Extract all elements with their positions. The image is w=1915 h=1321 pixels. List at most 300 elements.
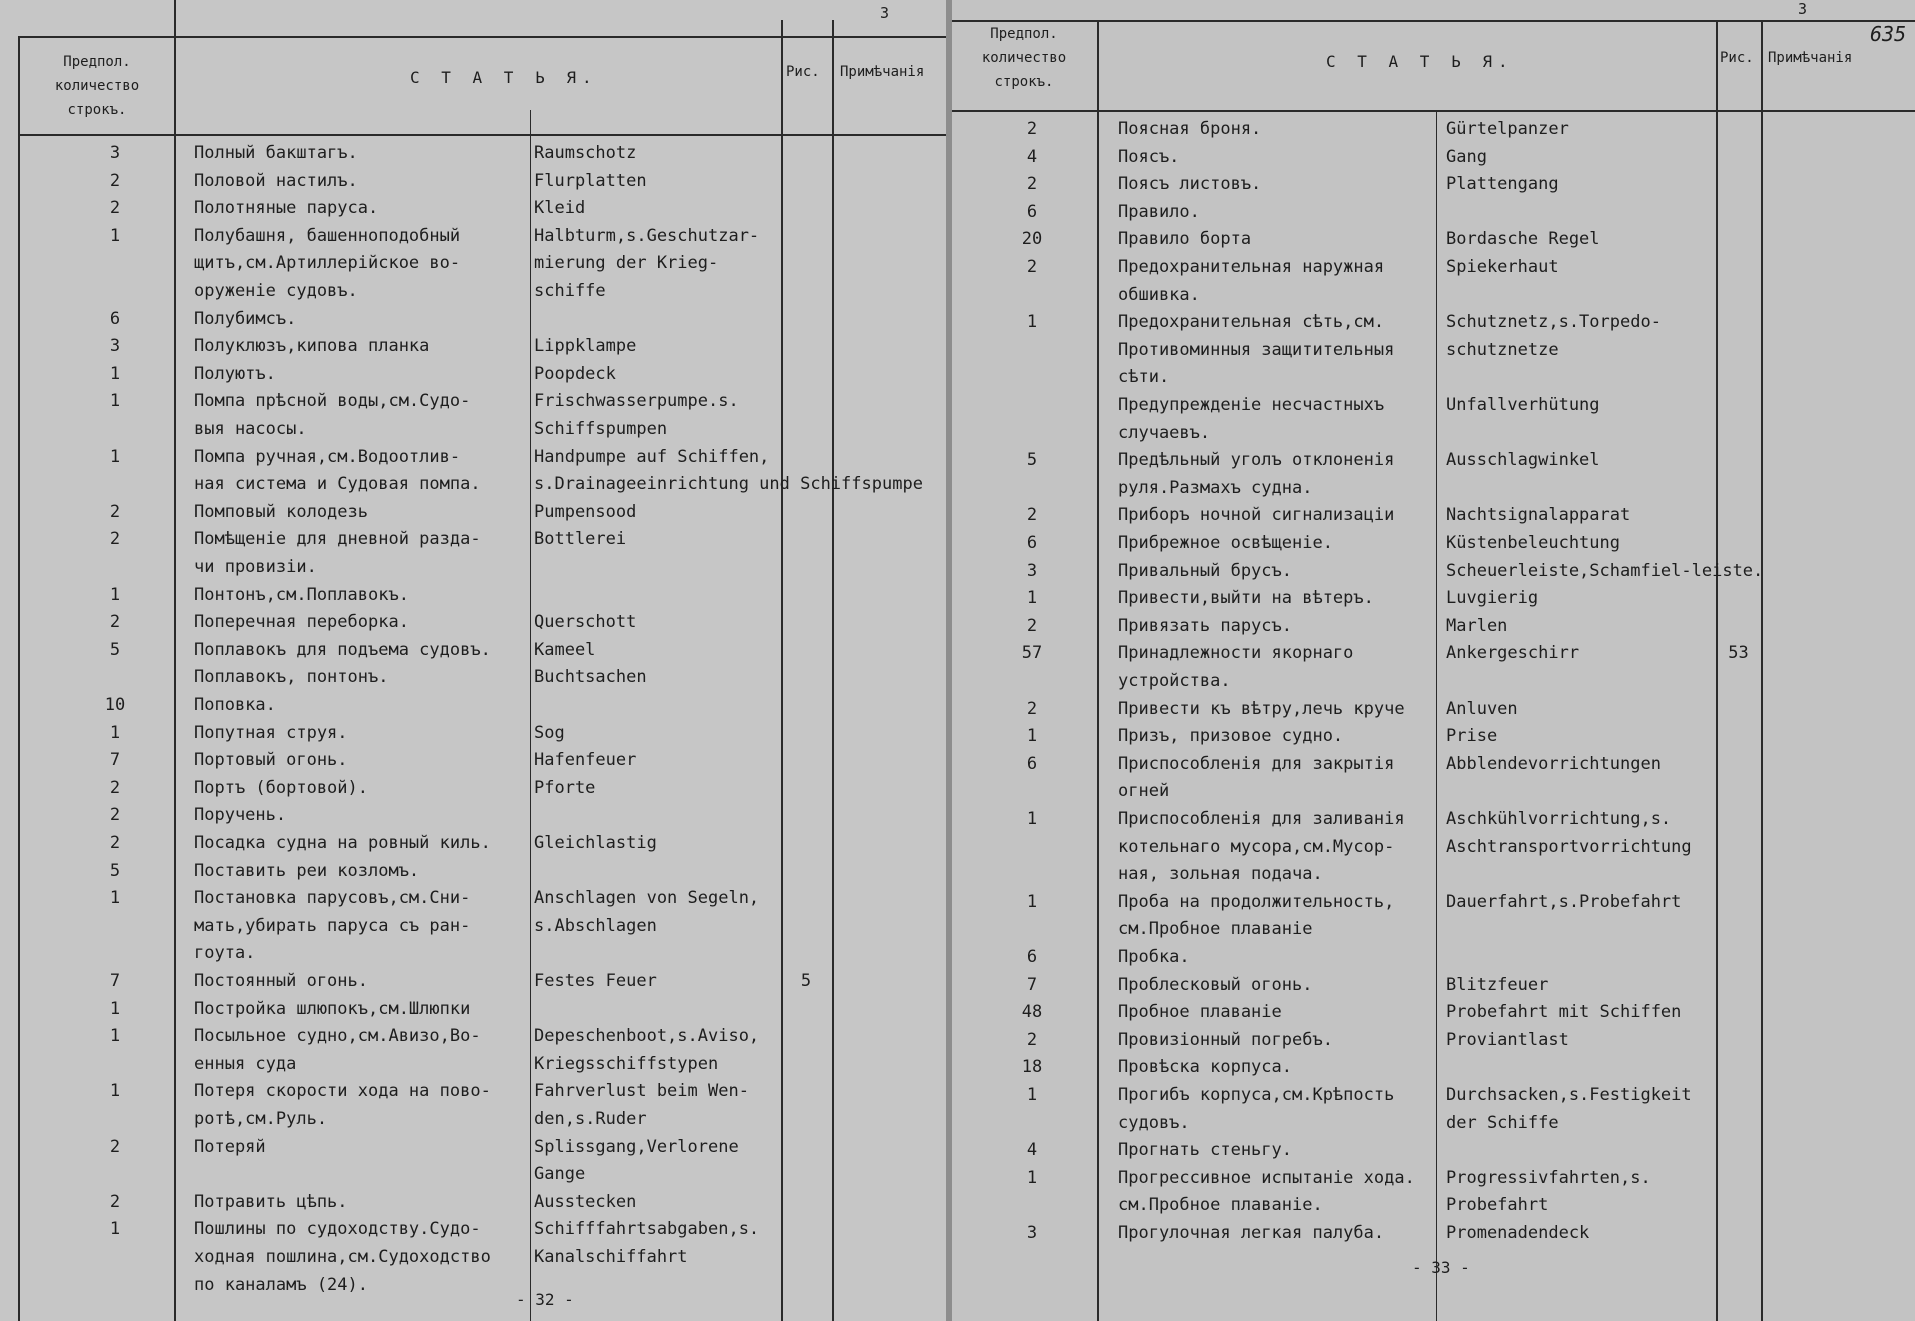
entry-german-term [534,830,657,858]
entry-row [952,447,1915,502]
entry-row [952,1165,1915,1220]
entry-russian-term [194,223,460,306]
entry-german-term [534,1189,636,1217]
entry-russian-line: руля.Размахъ судна. [1118,477,1313,498]
entry-russian-term [1118,999,1282,1027]
entry-german-term [1446,972,1548,1000]
entry-russian-term [1118,1054,1292,1082]
entry-german-line: Abblendevorrichtungen [1446,753,1661,774]
entry-russian-line: устройства. [1118,670,1231,691]
entry-german-line: schutznetze [1446,339,1559,360]
entry-russian-line: Постройка шлюпокъ,см.Шлюпки [194,998,471,1019]
entry-german-term [1446,696,1518,724]
entry-german-line: Prise [1446,726,1498,747]
entry-russian-line: оруженіе судовъ. [194,280,358,301]
entry-german-line: Gang [1446,146,1487,167]
entry-russian-term [194,1023,481,1078]
entry-german-line: Marlen [1446,615,1508,636]
entry-russian-term [1118,558,1292,586]
entry-row [0,830,948,858]
right-page-number-top: 3 [1798,0,1808,18]
entry-row [952,530,1915,558]
entry-russian-line: Полубимсъ. [194,308,297,329]
entry-german-term [1446,1220,1589,1248]
entry-line-count: 1 [1026,312,1038,333]
entry-russian-term [194,996,470,1024]
entry-german-line: Durchsacken,s.Festigkeit [1446,1085,1692,1105]
entry-german-line: Dauerfahrt,s.Probefahrt [1446,891,1682,912]
entry-german-term [1446,1082,1692,1137]
entry-row [952,392,1915,447]
entry-russian-term [194,858,419,886]
entry-german-line: Probefahrt [1446,1195,1549,1216]
entry-german-line: Aschkühlvorrichtung,s. [1446,809,1672,829]
entry-russian-line: Предохранительная наружная [1118,257,1385,277]
entry-russian-term [1118,1165,1415,1220]
entry-russian-term [194,582,409,610]
entry-row [0,1134,948,1189]
entry-row [0,968,948,996]
entry-german-term [534,1078,749,1133]
entry-german-term [1446,116,1569,144]
entry-russian-term [194,637,491,665]
entry-german-term [534,526,626,554]
entry-russian-line: Портовый огонь. [194,750,348,771]
entry-line-count: 4 [1026,146,1038,167]
entry-russian-term [194,830,491,858]
entry-row [952,1027,1915,1055]
entry-russian-line: Прибрежное освѣщеніе. [1118,533,1333,553]
entry-russian-line: Пробка. [1118,947,1190,967]
entry-german-line: den,s.Ruder [534,1108,647,1129]
entry-line-count: 5 [1026,450,1038,471]
entry-line-count: 7 [109,971,121,991]
entry-german-line: Plattengang [1446,174,1559,195]
entry-german-term [1446,613,1507,641]
entry-german-term [1446,1165,1651,1220]
entry-german-line: Frischwasserpumpe.s. [534,391,739,412]
entry-line-count: 1 [1026,588,1038,609]
entry-russian-line: Привальный брусъ. [1118,560,1292,581]
entry-german-line: Schiffspumpen [534,418,668,439]
entry-russian-term [194,968,368,996]
entry-german-term [534,1134,739,1189]
entry-russian-term [1118,944,1190,972]
entry-german-term [534,775,595,803]
entry-russian-line: Помпа прѣсной воды,см.Судо- [194,391,471,412]
entry-row [0,195,948,223]
entry-german-term [1446,530,1620,558]
entry-russian-line: Попутная струя. [194,722,348,743]
entry-russian-line: Проба на продолжительность, [1118,891,1395,912]
entry-german-line: Aschtransportvorrichtung [1446,836,1692,857]
entry-line-count: 4 [1026,1140,1038,1161]
entry-russian-line: Принадлежности якорнаго [1118,643,1354,664]
entry-russian-line: выя насосы. [194,418,307,439]
entry-line-count: 2 [109,777,121,798]
entry-russian-line: Провѣска корпуса. [1118,1057,1292,1078]
entry-german-term [1446,999,1681,1027]
entry-russian-line: Помповый колодезь [194,501,368,522]
entry-german-line: Progressivfahrten,s. [1446,1167,1651,1188]
entry-russian-term [194,195,378,223]
entry-line-count: 1 [109,391,121,412]
entry-german-line: Halbturm,s.Geschutzar- [534,225,760,246]
entry-row [0,802,948,830]
entry-row [952,889,1915,944]
entry-russian-term [1118,199,1200,227]
entry-german-term [1446,254,1559,282]
entry-russian-term [194,664,388,692]
entry-german-term [1446,447,1600,475]
entry-russian-term [194,692,276,720]
entry-row [0,747,948,775]
entry-line-count: 1 [109,225,121,246]
entry-russian-line: чи провизіи. [194,556,317,577]
entry-russian-line: Привести къ вѣтру,лечь круче [1118,698,1405,719]
entry-russian-line: Прогибъ корпуса,см.Крѣпость [1118,1085,1395,1105]
entry-german-line: Anschlagen von Segeln, [534,888,760,909]
entry-row [952,144,1915,172]
left-entries [0,140,948,1295]
entry-german-term [1446,723,1497,751]
entry-row [952,502,1915,530]
entry-row [0,885,948,968]
entry-russian-line: по каналамъ (24). [194,1274,368,1295]
entry-line-count: 1 [109,998,121,1019]
entry-russian-term [194,802,286,830]
entry-german-line: Flurplatten [534,170,647,191]
entry-russian-term [194,333,429,361]
entry-line-count: 2 [1026,174,1038,195]
header-bottom-rule [18,134,948,136]
entry-german-line: Buchtsachen [534,667,647,688]
entry-line-count: 2 [1026,119,1038,139]
entry-german-term [1446,309,1661,364]
entry-russian-term [194,1134,266,1162]
entry-german-line: Nachtsignalapparat [1446,505,1631,526]
entry-russian-term [1118,1220,1384,1248]
entry-russian-term [194,885,470,968]
entry-russian-line: Поперечная переборка. [194,612,409,633]
corner-mark: 635 [1870,22,1907,46]
entry-line-count: 7 [1026,974,1038,995]
left-page-footer: - 32 - [516,1290,574,1309]
entry-german-term [534,223,759,306]
entry-german-line: Gleichlastig [534,833,657,853]
entry-row [0,996,948,1024]
entry-russian-term [194,306,296,334]
entry-russian-term [1118,309,1394,392]
entry-german-line: Ausstecken [534,1191,637,1212]
entry-line-count: 2 [109,198,121,219]
entry-german-term [534,609,636,637]
entry-german-term [534,885,759,940]
entry-german-term [534,388,739,443]
entry-row [952,116,1915,144]
entry-russian-line: щитъ,см.Артиллерійское во- [194,253,461,274]
entry-german-term [534,361,616,389]
entry-german-line: Anluven [1446,698,1518,719]
entry-russian-line: Поплавокъ, понтонъ. [194,667,389,688]
entry-german-line: Proviantlast [1446,1029,1569,1050]
header-article: С Т А Т Ь Я. [410,68,598,87]
entry-russian-line: ная, зольная подача. [1118,864,1323,885]
entry-figure-number: 53 [1728,643,1749,664]
entry-russian-term [1118,502,1394,530]
entry-german-line: Pforte [534,777,596,798]
entry-row [0,168,948,196]
entry-german-line: Splissgang,Verlorene [534,1136,739,1157]
entry-russian-line: Приспособленія для закрытія [1118,753,1395,774]
entry-russian-term [1118,392,1384,447]
entry-russian-term [194,775,368,803]
entry-german-term [534,195,585,223]
entry-row [0,637,948,665]
entry-german-line: Ankergeschirr [1446,643,1580,664]
entry-russian-line: случаевъ. [1118,422,1211,443]
entry-line-count: 1 [1026,1085,1038,1105]
entry-russian-term [194,499,368,527]
entry-russian-line: Посадка судна на ровный киль. [194,833,491,853]
entry-russian-line: Проблесковый огонь. [1118,974,1313,995]
entry-russian-term [1118,226,1251,254]
header-ris: Рис. [1720,50,1754,66]
entry-line-count: 7 [109,750,121,771]
entry-line-count: 5 [109,639,121,660]
header-top-rule [18,36,948,38]
entry-row [0,526,948,581]
entry-german-term [534,664,647,692]
entry-german-term [1446,392,1600,420]
entry-line-count: 2 [1026,1029,1038,1050]
entry-russian-line: Потеряй [194,1136,266,1157]
entry-russian-term [1118,972,1312,1000]
entry-german-line: Scheuerleiste,Schamfiel-leiste. [1446,560,1764,581]
entry-german-line: Spiekerhaut [1446,257,1559,277]
entry-row [952,1082,1915,1137]
entry-german-line: Schifffahrtsabgaben,s. [534,1219,760,1240]
entry-line-count: 57 [1021,643,1043,664]
entry-row [0,692,948,720]
entry-line-count: 1 [109,363,121,384]
entry-german-term [1446,144,1487,172]
entry-russian-line: Полуклюзъ,кипова планка [194,336,430,357]
entry-line-count: 3 [109,143,121,163]
header-note: Примѣчанія [840,64,925,80]
entry-row [952,751,1915,806]
entry-russian-term [1118,171,1261,199]
entry-russian-line: ротѣ,см.Руль. [194,1108,328,1129]
entry-russian-line: ная система и Судовая помпа. [194,474,481,495]
entry-line-count: 3 [1026,1223,1038,1243]
entry-german-line: Bordasche Regel [1446,229,1600,250]
entry-russian-term [1118,1137,1292,1165]
entry-russian-line: Пробное плаваніе [1118,1002,1282,1023]
entry-russian-term [194,1189,348,1217]
entry-russian-line: сѣти. [1118,367,1170,388]
entry-russian-term [194,747,348,775]
entry-russian-line: Предѣльный уголъ отклоненія [1118,450,1395,471]
entry-russian-line: Поручень. [194,805,287,826]
entry-german-line: Kanalschiffahrt [534,1246,688,1267]
entry-german-line: Festes Feuer [534,971,657,991]
entry-line-count: 2 [1026,615,1038,636]
entry-line-count: 3 [109,336,121,357]
entry-russian-line: Правило. [1118,201,1200,222]
entry-figure-number: 5 [800,971,812,991]
entry-row [0,223,948,306]
entry-german-line: Gürtelpanzer [1446,119,1569,139]
entry-row [0,609,948,637]
entry-row [952,806,1915,889]
entry-row [0,720,948,748]
entry-russian-line: Привязать парусъ. [1118,615,1292,636]
entry-russian-term [1118,751,1394,806]
entry-german-line: Probefahrt mit Schiffen [1446,1002,1682,1023]
entry-russian-line: Прогрессивное испытаніе хода. [1118,1167,1415,1188]
entry-row [952,171,1915,199]
entry-line-count: 2 [109,1191,121,1212]
entry-line-count: 1 [109,1219,121,1240]
entry-row [0,582,948,610]
entry-german-line: schiffe [534,280,606,301]
entry-russian-term [194,1216,491,1299]
entry-row [952,309,1915,392]
entry-row [0,1216,948,1299]
entry-russian-term [1118,640,1353,695]
entry-line-count: 3 [1026,560,1038,581]
entry-russian-line: Поясная броня. [1118,119,1262,139]
entry-german-line: Fahrverlust beim Wen- [534,1081,749,1102]
entry-line-count: 2 [1026,698,1038,719]
entry-russian-term [194,526,481,581]
entry-row [952,613,1915,641]
entry-line-count: 20 [1021,229,1043,250]
entry-german-term [534,444,923,499]
entry-german-term [1446,1027,1569,1055]
entry-russian-line: ходная пошлина,см.Судоходство [194,1246,491,1267]
entry-row [952,640,1915,695]
entry-russian-line: Противоминныя защитительныя [1118,339,1395,360]
entry-russian-term [1118,116,1261,144]
entry-russian-line: Приборъ ночной сигнализаціи [1118,505,1395,526]
entry-german-line: Unfallverhütung [1446,395,1600,415]
entry-line-count: 2 [109,805,121,826]
entry-german-line: Hafenfeuer [534,750,637,771]
entry-german-term [1446,585,1538,613]
entry-line-count: 2 [109,501,121,522]
entry-russian-term [194,140,358,168]
entry-row [952,585,1915,613]
entry-russian-line: Понтонъ,см.Поплавокъ. [194,584,409,605]
entry-row [952,972,1915,1000]
entry-german-term [534,747,636,775]
entry-german-line: Blitzfeuer [1446,974,1549,995]
entry-german-line: mierung der Krieg- [534,253,719,274]
entry-russian-line: Потеря скорости хода на пово- [194,1081,491,1102]
entry-line-count: 2 [1026,505,1038,526]
entry-line-count: 1 [109,888,121,909]
entry-russian-term [1118,530,1333,558]
entry-line-count: 2 [109,612,121,633]
entry-line-count: 18 [1021,1057,1043,1078]
entry-line-count: 5 [109,860,121,881]
entry-russian-line: Портъ (бортовой). [194,777,368,798]
right-entries [952,116,1915,1266]
entry-russian-line: Правило борта [1118,229,1252,250]
entry-row [0,1078,948,1133]
entry-row [0,499,948,527]
entry-russian-line: Поплавокъ для подъема судовъ. [194,639,491,660]
header-ris: Рис. [786,64,820,80]
entry-russian-line: Постановка парусовъ,см.Сни- [194,888,471,909]
entry-russian-line: обшивка. [1118,284,1200,305]
entry-russian-term [1118,723,1343,751]
entry-line-count: 1 [109,446,121,467]
entry-german-term [534,333,636,361]
entry-russian-line: енныя суда [194,1053,297,1074]
entry-row [0,775,948,803]
entry-line-count: 2 [109,170,121,191]
header-count: Предпол. количество строкъ. [54,54,140,118]
entry-russian-line: огней [1118,781,1170,802]
entry-russian-line: Поясъ. [1118,146,1180,167]
entry-line-count: 6 [109,308,121,329]
entry-german-line: Poopdeck [534,363,616,384]
entry-russian-line: Пошлины по судоходству.Судо- [194,1219,481,1240]
entry-russian-line: Полный бакштагъ. [194,143,358,163]
entry-russian-line: см.Пробное плаваніе [1118,919,1313,940]
entry-german-line: Depeschenboot,s.Aviso, [534,1026,760,1047]
entry-russian-line: Прогулочная легкая палуба. [1118,1223,1385,1243]
entry-russian-line: Поясъ листовъ. [1118,174,1262,195]
header-count: Предпол. количество строкъ. [981,26,1067,90]
entry-row [0,306,948,334]
entry-german-line: Schutznetz,s.Torpedo- [1446,312,1661,333]
entry-russian-term [1118,585,1374,613]
entry-german-line: der Schiffe [1446,1112,1559,1133]
entry-russian-line: гоута. [194,943,256,964]
entry-german-line: Promenadendeck [1446,1223,1590,1243]
entry-line-count: 6 [1026,753,1038,774]
left-page-number-top: 3 [880,4,890,22]
entry-german-term [534,499,636,527]
entry-russian-line: мать,убирать паруса съ ран- [194,915,471,936]
entry-russian-line: Поставить реи козломъ. [194,860,420,881]
entry-german-term [534,1023,759,1078]
entry-line-count: 2 [109,529,121,550]
entry-german-line: s.Abschlagen [534,915,657,936]
entry-russian-term [1118,144,1179,172]
entry-russian-line: Полуютъ. [194,363,276,384]
entry-russian-term [1118,806,1405,889]
entry-russian-line: Провизіонный погребъ. [1118,1029,1333,1050]
entry-row [0,1023,948,1078]
entry-russian-term [1118,613,1292,641]
entry-russian-line: Полотняные паруса. [194,198,379,219]
entry-russian-line: котельнаго мусора,см.Мусор- [1118,836,1395,857]
entry-russian-line: Половой настилъ. [194,170,358,191]
entry-german-line: s.Drainageeinrichtung und Schiffspumpe [534,474,923,495]
entry-german-term [1446,806,1692,861]
entry-line-count: 1 [109,722,121,743]
right-page [952,0,1915,1321]
entry-russian-line: см.Пробное плаваніе. [1118,1195,1323,1216]
entry-german-term [534,1216,759,1271]
entry-german-term [1446,889,1681,917]
entry-row [952,254,1915,309]
